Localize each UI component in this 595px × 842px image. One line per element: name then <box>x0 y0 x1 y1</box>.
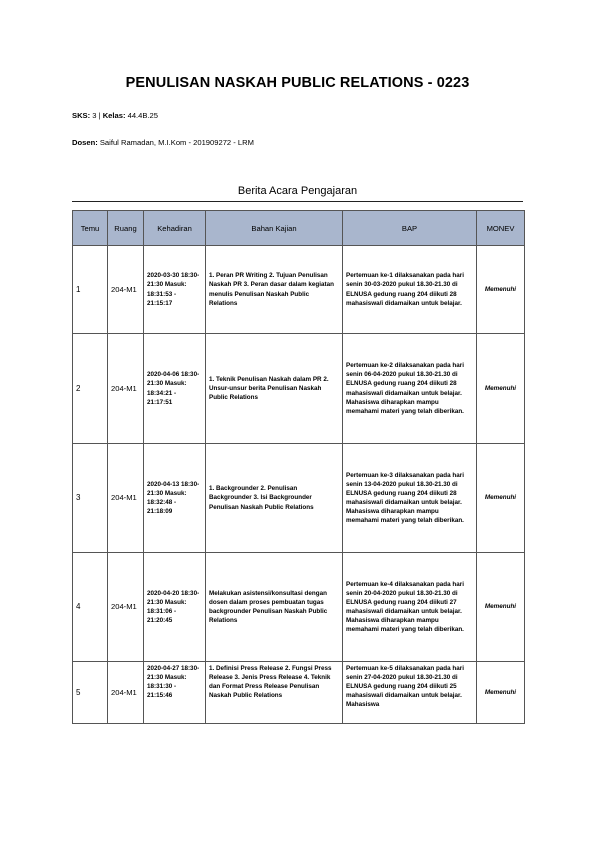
cell-temu: 3 <box>73 444 108 553</box>
table-row <box>73 334 525 444</box>
cell-bahan-kajian <box>206 662 343 724</box>
teaching-record-table <box>72 210 525 724</box>
cell-temu: 2 <box>73 334 108 444</box>
table-row <box>73 444 525 553</box>
cell-kehadiran: 2020-04-20 18:30-21:30 Masuk: 18:31:06 - 21:20:45 <box>144 553 206 662</box>
kelas-label: Kelas: <box>102 111 126 120</box>
cell-kehadiran: 2020-04-06 18:30-21:30 Masuk: 18:34:21 - 21:17:51 <box>144 334 206 444</box>
col-header-monev: MONEV <box>477 211 525 246</box>
cell-ruang: 204-M1 <box>108 334 144 444</box>
col-header-kehadiran: Kehadiran <box>144 211 206 246</box>
cell-bap: Pertemuan ke-4 dilaksanakan pada hari senin 20-04-2020 pukul 18.30-21.30 di ELNUSA gedung ruang 204 diikuti 27 mahasiswa/i didamaikan untuk belajar. Mahasiswa diharapkan mampu memahami materi yang telah diberikan. <box>343 553 477 662</box>
cell-bap: Pertemuan ke-3 dilaksanakan pada hari senin 13-04-2020 pukul 18.30-21.30 di ELNUSA gedung ruang 204 diikuti 28 mahasiswa/i didamaikan untuk belajar. Mahasiswa diharapkan mampu memahami materi yang telah diberikan. <box>343 444 477 553</box>
cell-ruang: 204-M1 <box>108 553 144 662</box>
lecturer-info <box>72 138 254 147</box>
table-header-row <box>73 211 525 246</box>
col-header-bahan-kajian: Bahan Kajian <box>206 211 343 246</box>
cell-bap: Pertemuan ke-2 dilaksanakan pada hari senin 06-04-2020 pukul 18.30-21.30 di ELNUSA gedung ruang 204 diikuti 28 mahasiswa/i didamaikan untuk belajar. Mahasiswa diharapkan mampu memahami materi yang telah diberikan. <box>343 334 477 444</box>
sks-label: SKS: <box>72 111 91 120</box>
cell-monev: Memenuhi <box>477 444 525 553</box>
dosen-value: Saiful Ramadan, M.I.Kom - 201909272 - LRM <box>97 138 254 147</box>
table-row <box>73 246 525 334</box>
cell-temu: 4 <box>73 553 108 662</box>
dosen-label: Dosen: <box>72 138 98 147</box>
cell-bap <box>343 662 477 724</box>
cell-kehadiran: 2020-04-13 18:30-21:30 Masuk: 18:32:48 - 21:18:09 <box>144 444 206 553</box>
cell-bap-text: Pertemuan ke-5 dilaksanakan pada hari senin 27-04-2020 pukul 18.30-21.30 di ELNUSA gedung ruang 204 diikuti 25 mahasiswa/i didamaikan untuk belajar. Mahasiswa <box>346 664 464 708</box>
cell-ruang: 204-M1 <box>108 246 144 334</box>
table-row <box>73 662 525 724</box>
cell-bap: Pertemuan ke-1 dilaksanakan pada hari senin 30-03-2020 pukul 18.30-21.30 di ELNUSA gedung ruang 204 diikuti 28 mahasiswa/i didamaikan untuk belajar. <box>343 246 477 334</box>
section-title: Berita Acara Pengajaran <box>237 185 358 197</box>
table-row <box>73 553 525 662</box>
cell-bahan-kajian: 1. Teknik Penulisan Naskah dalam PR 2. Unsur-unsur berita Penulisan Naskah Public Relations <box>206 334 343 444</box>
col-header-ruang: Ruang <box>108 211 144 246</box>
sks-value: 3 | <box>90 111 103 120</box>
course-info <box>72 111 158 120</box>
cell-bahan-kajian: 1. Peran PR Writing 2. Tujuan Penulisan Naskah PR 3. Peran dasar dalam kegiatan menulis Penulisan Naskah Public Relations <box>206 246 343 334</box>
cell-monev: Memenuhi <box>477 246 525 334</box>
cell-monev: Memenuhi <box>477 553 525 662</box>
cell-monev: Memenuhi <box>477 662 525 724</box>
col-header-temu: Temu <box>73 211 108 246</box>
kelas-value: 44.4B.25 <box>125 111 158 120</box>
cell-kehadiran: 2020-03-30 18:30-21:30 Masuk: 18:31:53 - 21:15:17 <box>144 246 206 334</box>
cell-kehadiran-text: 2020-04-27 18:30-21:30 Masuk: 18:31:30 - 21:15:46 <box>147 664 200 699</box>
col-header-bap: BAP <box>343 211 477 246</box>
cell-ruang: 204-M1 <box>108 444 144 553</box>
cell-temu: 1 <box>73 246 108 334</box>
cell-monev: Memenuhi <box>477 334 525 444</box>
section-divider <box>72 201 523 202</box>
cell-temu: 5 <box>73 662 108 724</box>
cell-bahan-kajian: 1. Backgrounder 2. Penulisan Backgrounder 3. Isi Backgrounder Penulisan Naskah Public Relations <box>206 444 343 553</box>
cell-ruang: 204-M1 <box>108 662 144 724</box>
cell-bahan-kajian: Melakukan asistensi/konsultasi dengan dosen dalam proses pembuatan tugas backgrounder Penulisan Naskah Public Relations <box>206 553 343 662</box>
page-title: PENULISAN NASKAH PUBLIC RELATIONS - 0223 <box>125 75 470 91</box>
cell-kehadiran <box>144 662 206 724</box>
cell-bahan-kajian-text: 1. Definisi Press Release 2. Fungsi Press Release 3. Jenis Press Release 4. Teknik dan Format Press Release Penulisan Naskah Public Relations <box>209 664 332 699</box>
